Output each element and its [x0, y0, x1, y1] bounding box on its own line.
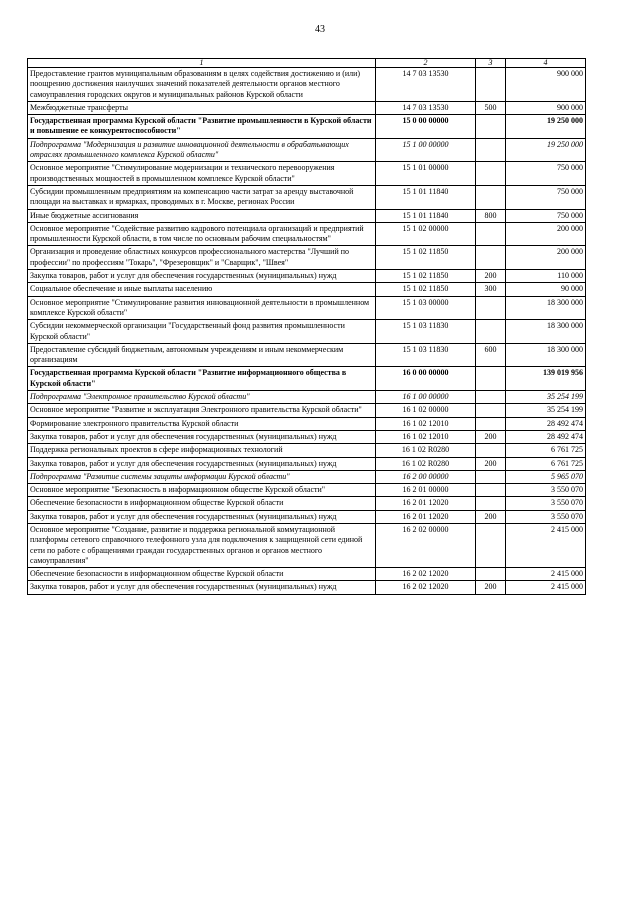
row-expense-type-cell — [476, 444, 506, 457]
row-code-cell: 15 1 02 11850 — [376, 246, 476, 270]
row-expense-type-cell — [476, 417, 506, 430]
row-expense-type-cell: 200 — [476, 510, 506, 523]
table-row — [28, 404, 586, 417]
row-code-cell: 16 2 02 12020 — [376, 581, 476, 594]
table-row — [28, 417, 586, 430]
row-sum-cell: 6 761 725 — [506, 444, 586, 457]
row-name-cell: Поддержка региональных проектов в сфере информационных технологий — [28, 444, 376, 457]
column-header: 3 — [476, 59, 506, 68]
row-code-cell: 16 0 00 00000 — [376, 367, 476, 391]
row-sum-cell: 900 000 — [506, 68, 586, 102]
row-sum-cell: 18 300 000 — [506, 296, 586, 320]
row-name-cell: Социальное обеспечение и иные выплаты населению — [28, 283, 376, 296]
row-name-cell: Обеспечение безопасности в информационном обществе Курской области — [28, 568, 376, 581]
row-name-cell: Государственная программа Курской области "Развитие промышленности в Курской области и повышение ее конкурентоспособности" — [28, 115, 376, 139]
row-sum-cell: 900 000 — [506, 101, 586, 114]
row-code-cell: 16 2 01 12020 — [376, 510, 476, 523]
row-sum-cell: 3 550 070 — [506, 484, 586, 497]
row-name-cell: Закупка товаров, работ и услуг для обеспечения государственных (муниципальных) нужд — [28, 510, 376, 523]
budget-table — [27, 58, 586, 595]
table-row — [28, 484, 586, 497]
row-expense-type-cell — [476, 222, 506, 246]
row-code-cell: 15 1 01 00000 — [376, 162, 476, 186]
row-expense-type-cell — [476, 523, 506, 567]
row-name-cell: Основное мероприятие "Безопасность в информационном обществе Курской области" — [28, 484, 376, 497]
row-name-cell: Основное мероприятие "Развитие и эксплуатация Электронного правительства Курской области" — [28, 404, 376, 417]
table-row — [28, 68, 586, 102]
row-code-cell: 16 1 02 00000 — [376, 404, 476, 417]
row-name-cell: Формирование электронного правительства Курской области — [28, 417, 376, 430]
row-sum-cell: 6 761 725 — [506, 457, 586, 470]
row-sum-cell: 5 965 070 — [506, 470, 586, 483]
table-row — [28, 246, 586, 270]
row-expense-type-cell — [476, 68, 506, 102]
column-header: 1 — [28, 59, 376, 68]
table-row — [28, 470, 586, 483]
row-name-cell: Закупка товаров, работ и услуг для обеспечения государственных (муниципальных) нужд — [28, 430, 376, 443]
row-name-cell: Подпрограмма "Электронное правительство Курской области" — [28, 391, 376, 404]
row-expense-type-cell — [476, 138, 506, 162]
row-code-cell: 16 2 01 00000 — [376, 484, 476, 497]
row-sum-cell: 19 250 000 — [506, 138, 586, 162]
page-number: 43 — [315, 24, 325, 35]
row-expense-type-cell — [476, 497, 506, 510]
row-sum-cell: 200 000 — [506, 222, 586, 246]
table-row — [28, 457, 586, 470]
row-expense-type-cell: 200 — [476, 457, 506, 470]
table-row — [28, 510, 586, 523]
row-code-cell: 16 1 00 00000 — [376, 391, 476, 404]
row-sum-cell: 200 000 — [506, 246, 586, 270]
row-name-cell: Основное мероприятие "Стимулирование развития инновационной деятельности в промышленном комплексе Курской области" — [28, 296, 376, 320]
row-expense-type-cell — [476, 391, 506, 404]
table-row — [28, 581, 586, 594]
row-name-cell: Закупка товаров, работ и услуг для обеспечения государственных (муниципальных) нужд — [28, 270, 376, 283]
row-name-cell: Подпрограмма "Модернизация и развитие инновационной деятельности в обрабатывающих отраслях промышленного комплекса Курской области" — [28, 138, 376, 162]
row-sum-cell: 750 000 — [506, 162, 586, 186]
row-expense-type-cell: 800 — [476, 209, 506, 222]
row-expense-type-cell — [476, 115, 506, 139]
row-name-cell: Основное мероприятие "Создание, развитие и поддержка региональной коммутационной платформы сетевого справочного телефонного узла для подключения к защищенной сети единой сети по работе с обращениями граждан государственных органов и органов местного самоуправления" — [28, 523, 376, 567]
row-sum-cell: 750 000 — [506, 209, 586, 222]
row-sum-cell: 19 250 000 — [506, 115, 586, 139]
row-code-cell: 15 1 00 00000 — [376, 138, 476, 162]
row-expense-type-cell: 600 — [476, 343, 506, 367]
row-code-cell: 14 7 03 13530 — [376, 101, 476, 114]
table-header-row — [28, 59, 586, 68]
row-expense-type-cell — [476, 185, 506, 209]
row-sum-cell: 139 019 956 — [506, 367, 586, 391]
row-name-cell: Закупка товаров, работ и услуг для обеспечения государственных (муниципальных) нужд — [28, 457, 376, 470]
row-name-cell: Закупка товаров, работ и услуг для обеспечения государственных (муниципальных) нужд — [28, 581, 376, 594]
row-expense-type-cell — [476, 470, 506, 483]
row-code-cell: 15 1 02 11850 — [376, 270, 476, 283]
row-code-cell: 15 1 02 00000 — [376, 222, 476, 246]
table-row — [28, 162, 586, 186]
table-row — [28, 185, 586, 209]
row-expense-type-cell — [476, 246, 506, 270]
row-code-cell: 16 1 02 12010 — [376, 417, 476, 430]
row-name-cell: Организация и проведение областных конкурсов профессионального мастерства "Лучший по профессии" по профессиям "Токарь", "Фрезеровщик" и "Сварщик", "Швея" — [28, 246, 376, 270]
row-expense-type-cell — [476, 484, 506, 497]
row-sum-cell: 2 415 000 — [506, 568, 586, 581]
row-code-cell: 14 7 03 13530 — [376, 68, 476, 102]
row-expense-type-cell — [476, 568, 506, 581]
row-code-cell: 16 2 00 00000 — [376, 470, 476, 483]
table-row — [28, 270, 586, 283]
row-sum-cell: 35 254 199 — [506, 391, 586, 404]
table-row — [28, 320, 586, 344]
table-row — [28, 209, 586, 222]
row-name-cell: Иные бюджетные ассигнования — [28, 209, 376, 222]
table-body — [28, 68, 586, 595]
row-expense-type-cell: 300 — [476, 283, 506, 296]
row-name-cell: Предоставление субсидий бюджетным, автономным учреждениям и иным некоммерческим организациям — [28, 343, 376, 367]
row-name-cell: Основное мероприятие "Стимулирование модернизации и технического перевооружения производственных мощностей в промышленном комплексе Курской области" — [28, 162, 376, 186]
row-code-cell: 16 1 02 R0280 — [376, 444, 476, 457]
row-code-cell: 15 1 03 00000 — [376, 296, 476, 320]
row-code-cell: 16 2 02 00000 — [376, 523, 476, 567]
row-name-cell: Предоставление грантов муниципальным образованиям в целях содействия достижению и (или) поощрению достижения наилучших значений показателей деятельности органов местного самоуправления городских округов и муниципальных районов Курской области — [28, 68, 376, 102]
row-sum-cell: 28 492 474 — [506, 430, 586, 443]
row-sum-cell: 18 300 000 — [506, 343, 586, 367]
row-code-cell: 16 2 02 12020 — [376, 568, 476, 581]
row-name-cell: Обеспечение безопасности в информационном обществе Курской области — [28, 497, 376, 510]
row-code-cell: 15 1 01 11840 — [376, 209, 476, 222]
row-sum-cell: 3 550 070 — [506, 497, 586, 510]
column-header: 4 — [506, 59, 586, 68]
table-row — [28, 523, 586, 567]
table-row — [28, 343, 586, 367]
row-name-cell: Основное мероприятие "Содействие развитию кадрового потенциала организаций и предприятий промышленности Курской области, в том числе по основным рабочим специальностям" — [28, 222, 376, 246]
table-row — [28, 367, 586, 391]
row-expense-type-cell: 200 — [476, 270, 506, 283]
table-row — [28, 222, 586, 246]
table-row — [28, 497, 586, 510]
row-name-cell: Межбюджетные трансферты — [28, 101, 376, 114]
table-row — [28, 296, 586, 320]
row-sum-cell: 750 000 — [506, 185, 586, 209]
row-code-cell: 15 0 00 00000 — [376, 115, 476, 139]
row-code-cell: 16 2 01 12020 — [376, 497, 476, 510]
row-sum-cell: 3 550 070 — [506, 510, 586, 523]
row-sum-cell: 90 000 — [506, 283, 586, 296]
row-expense-type-cell — [476, 162, 506, 186]
row-sum-cell: 18 300 000 — [506, 320, 586, 344]
table-row — [28, 283, 586, 296]
row-name-cell: Подпрограмма "Развитие системы защиты информации Курской области" — [28, 470, 376, 483]
row-expense-type-cell — [476, 320, 506, 344]
row-sum-cell: 28 492 474 — [506, 417, 586, 430]
row-sum-cell: 110 000 — [506, 270, 586, 283]
row-name-cell: Государственная программа Курской области "Развитие информационного общества в Курской области" — [28, 367, 376, 391]
row-expense-type-cell — [476, 404, 506, 417]
table-row — [28, 444, 586, 457]
row-code-cell: 15 1 02 11850 — [376, 283, 476, 296]
row-code-cell: 16 1 02 12010 — [376, 430, 476, 443]
row-expense-type-cell — [476, 367, 506, 391]
table-row — [28, 568, 586, 581]
row-expense-type-cell: 200 — [476, 581, 506, 594]
column-header: 2 — [376, 59, 476, 68]
row-sum-cell: 2 415 000 — [506, 581, 586, 594]
row-name-cell: Субсидии промышленным предприятиям на компенсацию части затрат за аренду выставочной площади на выставках и ярмарках, проводимых в г. Москве, регионах России — [28, 185, 376, 209]
table-row — [28, 391, 586, 404]
row-sum-cell: 35 254 199 — [506, 404, 586, 417]
row-expense-type-cell: 500 — [476, 101, 506, 114]
table-row — [28, 138, 586, 162]
table-row — [28, 430, 586, 443]
row-code-cell: 15 1 01 11840 — [376, 185, 476, 209]
row-sum-cell: 2 415 000 — [506, 523, 586, 567]
table-row — [28, 101, 586, 114]
row-expense-type-cell — [476, 296, 506, 320]
row-expense-type-cell: 200 — [476, 430, 506, 443]
row-code-cell: 16 1 02 R0280 — [376, 457, 476, 470]
table-row — [28, 115, 586, 139]
row-code-cell: 15 1 03 11830 — [376, 320, 476, 344]
row-name-cell: Субсидии некоммерческой организации "Государственный фонд развития промышленности Курской области" — [28, 320, 376, 344]
row-code-cell: 15 1 03 11830 — [376, 343, 476, 367]
